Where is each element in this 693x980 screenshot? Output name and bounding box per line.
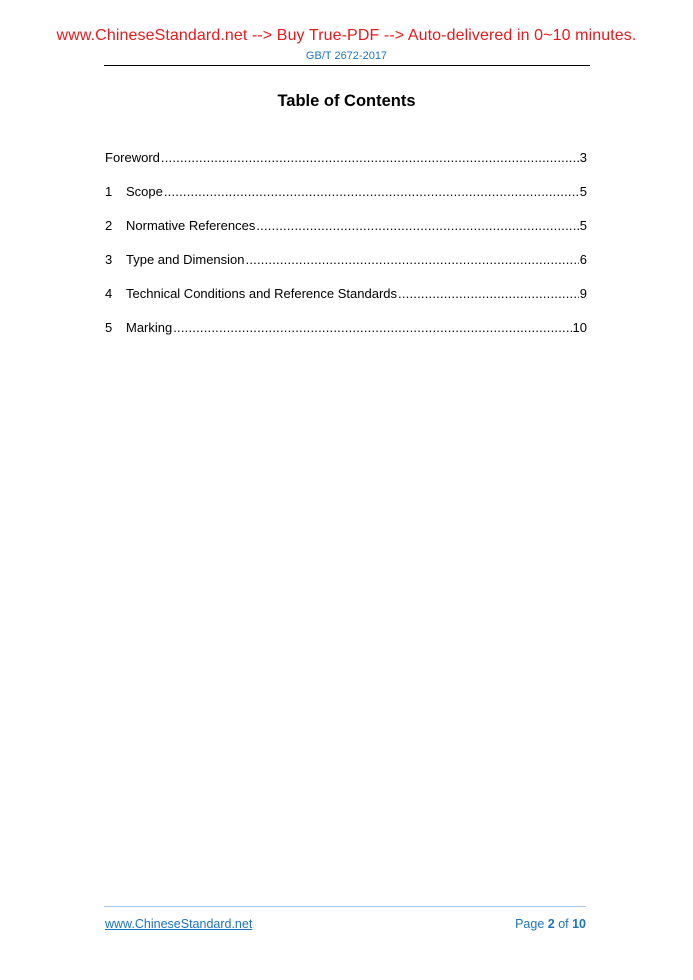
toc-entry-number: 4 [105, 286, 113, 301]
toc-entry-type-and-dimension[interactable] [105, 252, 587, 286]
toc-entry-technical-conditions[interactable] [105, 286, 587, 320]
page-prefix: Page [515, 917, 548, 931]
toc-entry-label: Normative References [126, 218, 256, 233]
dot-leader [398, 286, 579, 301]
dot-leader [256, 218, 578, 233]
dot-leader [246, 252, 579, 267]
toc-entry-page: 5 [579, 184, 587, 199]
page-indicator [515, 917, 586, 931]
toc-entry-label: Foreword [105, 150, 160, 165]
toc-entry-number: 5 [105, 320, 113, 335]
dot-leader [173, 320, 571, 335]
page-total: 10 [572, 917, 586, 931]
page-current: 2 [547, 917, 555, 931]
header-divider [104, 65, 590, 66]
toc-entry-marking[interactable] [105, 320, 587, 354]
purchase-banner[interactable]: www.ChineseStandard.net --> Buy True-PDF --> Auto-delivered in 0~10 minutes. [56, 27, 637, 44]
dot-leader [164, 184, 579, 199]
toc-entry-number: 1 [105, 184, 113, 199]
toc-entry-page: 9 [579, 286, 587, 301]
toc-entry-page: 3 [579, 150, 587, 165]
toc-entry-number: 2 [105, 218, 113, 233]
standard-code: GB/T 2672-2017 [305, 50, 388, 62]
toc-title: Table of Contents [277, 92, 416, 110]
toc-entry-label: Type and Dimension [126, 252, 245, 267]
page-of: of [554, 917, 573, 931]
toc-entry-page: 6 [579, 252, 587, 267]
toc-entry-normative-references[interactable] [105, 218, 587, 252]
toc-entry-label: Scope [126, 184, 163, 199]
toc-entry-label: Marking [126, 320, 173, 335]
table-of-contents [105, 150, 587, 354]
dot-leader [161, 150, 579, 165]
toc-entry-scope[interactable] [105, 184, 587, 218]
footer-divider [104, 906, 586, 907]
toc-entry-page: 10 [572, 320, 587, 335]
toc-entry-number: 3 [105, 252, 113, 267]
footer-website-link[interactable]: www.ChineseStandard.net [105, 917, 253, 931]
toc-entry-label: Technical Conditions and Reference Standards [126, 286, 398, 301]
toc-entry-page: 5 [579, 218, 587, 233]
toc-entry-foreword[interactable] [105, 150, 587, 184]
